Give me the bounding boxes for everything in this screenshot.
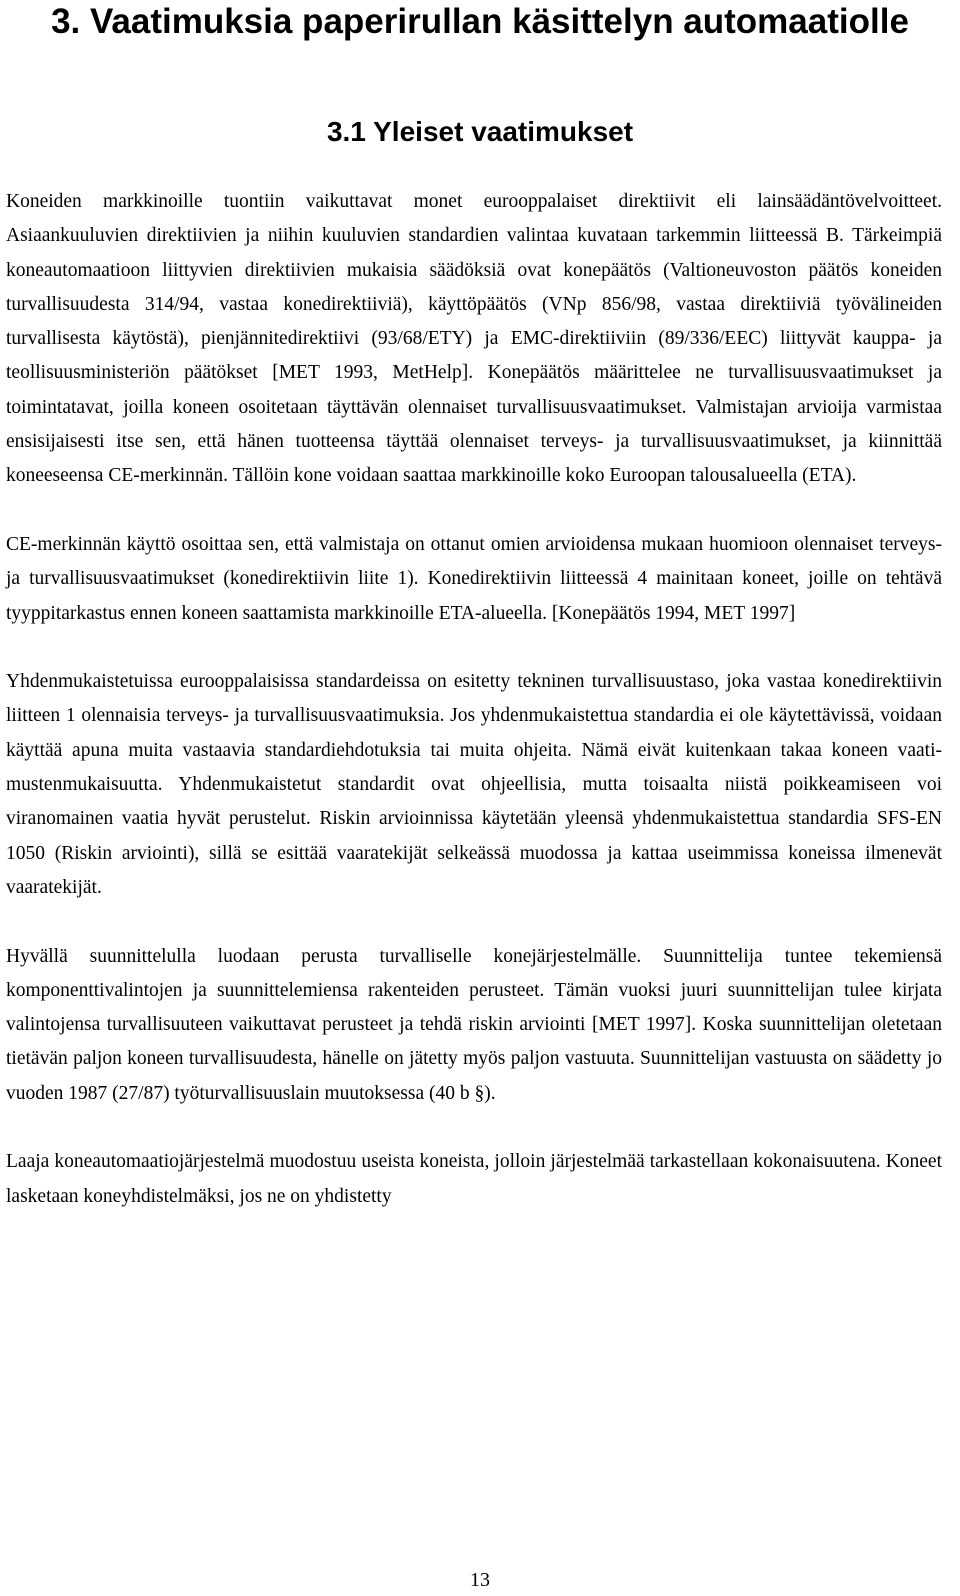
paragraph: Koneiden markkinoille tuontiin vaikuttavat monet eurooppalaiset direktiivit eli lainsäädäntövelvoitteet. Asiaankuuluvien direktiivien ja niihin kuuluvien standardien valintaa kuvataan tarkemmin liitteessä B. Tärkeimpiä koneautomaatioon liittyvien direktiivien mukaisia säädöksiä ovat konepäätös (Valtioneuvoston päätös koneiden turvallisuudesta 314/94, vastaa konedirektiiviä), käyttöpäätös (VNp 856/98, vastaa direktiiviä työvälineiden turvallisesta käytöstä), pienjännitedirektiivi (93/68/ETY) ja EMC-direktiiviin (89/336/EEC) liittyvät kauppa- ja teollisuusministeriön päätökset [MET 1993, MetHelp]. Konepäätös määrittelee ne turvallisuusvaatimukset ja toimintatavat, joilla koneen osoitetaan täyttävän olennaiset turvallisuusvaatimukset. Valmistajan arvioija varmistaa ensisijaisesti itse sen, että hänen tuotteensa täyttää olennaiset terveys- ja turvallisuusvaatimukset, ja kiinnittää koneeseensa CE-merkinnän. Tällöin kone voidaan saattaa markkinoille koko Euroopan talousalueella (ETA). <box>6 191 942 487</box>
page-number: 13 <box>470 1569 490 1591</box>
paragraph: Laaja koneautomaatiojärjestelmä muodostuu useista koneista, jolloin järjestelmää tarkastellaan kokonaisuutena. Koneet lasketaan koneyhdistelmäksi, jos ne on yhdistetty <box>6 1151 942 1207</box>
section-title: 3.1 Yleiset vaatimukset <box>326 116 634 147</box>
paragraph: Yhdenmukaistetuissa eurooppalaisissa standardeissa on esitetty tekninen turvallisuustaso, joka vastaa konedirektiivin liitteen 1 olennaisia terveys- ja turvallisuusvaatimuksia. Jos yhdenmukaistettua standardia ei ole käytettävissä, voidaan käyttää apuna muita vastaavia standardiehdotuksia tai muita ohjeita. Nämä eivät kuitenkaan takaa koneen vaatimustenmukaisuutta. Yhdenmukaistetut standardit ovat ohjeellisia, mutta toisaalta niistä poikkeamiseen voi viranomainen vaatia hyvät perustelut. Riskin arvioinnissa käytetään yleensä yhdenmukaistettua standardia SFS-EN 1050 (Riskin arviointi), sillä se esittää vaaratekijät selkeässä muodossa ja kattaa useimmissa koneissa ilmenevät vaaratekijät. <box>6 671 942 898</box>
paragraph: CE-merkinnän käyttö osoittaa sen, että valmistaja on ottanut omien arvioidensa mukaan huomioon olennaiset terveys- ja turvallisuusvaatimukset (konedirektiivin liite 1). Konedirektiivin liitteessä 4 mainitaan koneet, joille on tehtävä tyyppitarkastus ennen koneen saattamista markkinoille ETA-alueella. [Konepäätös 1994, MET 1997] <box>6 533 942 624</box>
paragraph: Hyvällä suunnittelulla luodaan perusta turvalliselle konejärjestelmälle. Suunnittelija tuntee tekemiensä komponenttivalintojen ja suunnittelemiensa rakenteiden perusteet. Tämän vuoksi juuri suunnittelijan tulee kirjata valintojensa turvallisuuteen vaikuttavat perusteet ja tehdä riskin arviointi [MET 1997]. Koska suunnittelijan oletetaan tietävän paljon koneen turvallisuudesta, hänelle on jätetty myös paljon vastuuta. Suunnittelijan vastuusta on säädetty jo vuoden 1987 (27/87) työturvallisuuslain muutoksessa (40 b §). <box>6 945 942 1104</box>
body-text <box>6 185 942 1214</box>
chapter-title: 3. Vaatimuksia paperirullan käsittelyn automaatiolle <box>51 2 909 41</box>
